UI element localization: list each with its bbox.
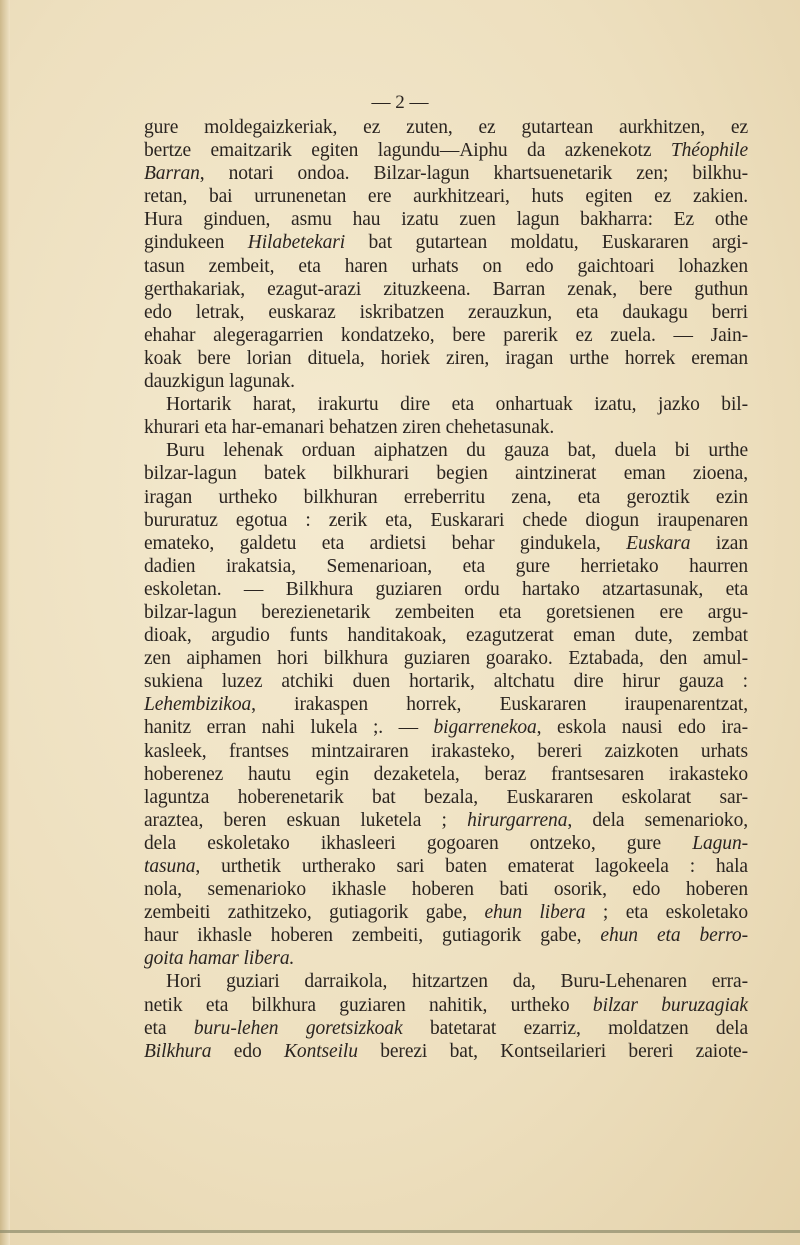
text-line [144, 231, 748, 254]
italic-text: Théophile [670, 140, 748, 162]
text-line [144, 624, 748, 647]
bottom-rule [0, 1230, 800, 1233]
text-segment: Buru lehenak orduan aiphatzen du gauza bat, duela bi urthe [166, 440, 748, 462]
text-segment: bilzar-lagun batek bilkhurari begien aintzinerat eman zioena, [144, 463, 748, 485]
text-line [144, 208, 748, 231]
text-segment: gure moldegaizkeriak, ez zuten, ez gutartean aurkhitzen, ez [144, 117, 748, 138]
text-segment: Hura ginduen, asmu hau izatu zuen lagun bakharra: Ez othe [144, 209, 748, 231]
text-segment: edo letrak, euskaraz iskribatzen zerauzkun, eta daukagu berri [144, 301, 748, 323]
text-line [144, 578, 748, 601]
italic-text: Kontseilu [284, 1040, 358, 1062]
text-segment: bururatuz egotua : zerik eta, Euskarari chede diogun iraupenaren [144, 509, 748, 531]
text-line [144, 809, 748, 832]
italic-text: goita hamar libera. [144, 948, 295, 970]
page-number: — 2 — [371, 92, 429, 113]
italic-text: Hilabetekari [247, 232, 346, 254]
text-line [144, 301, 748, 324]
text-segment: sukiena luzez atchiki duen hortarik, altchatu dire hirur gauza : [144, 671, 748, 693]
text-line [144, 693, 748, 716]
italic-text: bilzar buruzagiak [592, 994, 748, 1016]
text-line [144, 832, 748, 855]
italic-text: tasuna [144, 856, 196, 877]
text-line [144, 647, 748, 670]
text-line [144, 185, 748, 208]
italic-text: ehun eta berro- [600, 925, 748, 947]
text-segment: dauzkigun lagunak. [144, 371, 295, 393]
text-segment: , urthetik urtherako sari baten ematerat lagokeela : hala [195, 856, 748, 877]
text-line [144, 162, 748, 185]
text-line [144, 439, 748, 462]
text-line [144, 970, 748, 993]
text-line [144, 855, 748, 878]
text-segment: edo [211, 1040, 285, 1062]
italic-text: hirurgarrena [467, 809, 568, 831]
italic-text: ehun libera [484, 902, 586, 924]
text-segment: batetarat ezarriz, moldatzen dela [402, 1017, 749, 1039]
text-segment: izan [690, 532, 748, 554]
text-line [144, 878, 748, 901]
text-line [144, 994, 748, 1017]
text-line [144, 924, 748, 947]
text-segment: emateko, galdetu eta ardietsi behar gindukela, [144, 532, 627, 554]
text-line [144, 509, 748, 532]
text-segment: kasleek, frantses mintzairaren irakasteko, bereri zaizkoten urhats [144, 740, 748, 762]
text-segment: Hori guziari darraikola, hitzartzen da, Buru-Lehenaren erra- [166, 971, 748, 993]
text-line [144, 786, 748, 809]
text-segment: dadien irakatsia, Semenarioan, eta gure herrietako haurren [144, 555, 748, 577]
text-segment: , eskola nausi edo ira- [536, 717, 748, 739]
text-segment: khurari eta har-emanari behatzen ziren chehetasunak. [144, 417, 555, 439]
italic-text: Lagun- [692, 832, 748, 854]
text-segment: bilzar-lagun berezienetarik zembeiten eta goretsienen ere argu- [144, 601, 748, 623]
text-line [144, 555, 748, 578]
text-segment: hanitz erran nahi lukela ;. — [144, 717, 434, 739]
text-line [144, 393, 748, 416]
text-line [144, 716, 748, 739]
italic-text: Barran [144, 163, 200, 185]
text-line [144, 416, 748, 439]
text-segment: tasun zembeit, eta haren urhats on edo gaichtoari lohazken [144, 255, 748, 277]
text-segment: nola, semenarioko ikhasle hoberen bati osorik, edo hoberen [144, 879, 748, 901]
text-segment: dioak, argudio funts handitakoak, ezagutzerat eman dute, zembat [144, 625, 748, 647]
text-line [144, 740, 748, 763]
text-line [144, 763, 748, 786]
text-line [144, 901, 748, 924]
text-segment: , irakaspen horrek, Euskararen iraupenarentzat, [251, 694, 748, 716]
text-line [144, 278, 748, 301]
text-segment: zen aiphamen hori bilkhura guziaren goarako. Eztabada, den amul- [144, 648, 748, 670]
page-edge [0, 0, 10, 1245]
body-text [144, 116, 748, 1063]
text-line [144, 486, 748, 509]
text-segment: koak bere lorian dituela, horiek ziren, iragan urthe horrek ereman [144, 347, 748, 369]
text-line [144, 462, 748, 485]
text-segment: , notari ondoa. Bilzar-lagun khartsuenetarik zen; bilkhu- [199, 163, 748, 185]
text-segment: berezi bat, Kontseilarieri bereri zaiote- [357, 1040, 748, 1062]
text-segment: hoberenez hautu egin dezaketela, beraz frantsesaren irakasteko [144, 763, 748, 785]
text-segment: haur ikhasle hoberen zembeiti, gutiagorik gabe, [144, 925, 601, 947]
text-segment: zembeiti zathitzeko, gutiagorik gabe, [144, 902, 485, 924]
text-segment: ehahar alegeragarrien kondatzeko, bere parerik ez zuela. — Jain- [144, 324, 748, 346]
text-segment: retan, bai urrunenetan ere aurkhitzeari, huts egiten ez zakien. [144, 186, 748, 208]
italic-text: buru-lehen goretsizkoak [193, 1017, 403, 1039]
text-line [144, 532, 748, 555]
text-line [144, 1040, 748, 1063]
text-segment: bertze emaitzarik egiten lagundu—Aiphu da azkenekotz [144, 140, 671, 162]
text-segment: eskoletan. — Bilkhura guziaren ordu hartako atzartasunak, eta [144, 578, 748, 600]
text-segment: laguntza hoberenetarik bat bezala, Euskararen eskolarat sar- [144, 786, 748, 808]
italic-text: bigarrenekoa [433, 717, 537, 739]
text-segment: Hortarik harat, irakurtu dire eta onhartuak izatu, jazko bil- [166, 394, 748, 416]
text-line [144, 670, 748, 693]
text-segment: gerthakariak, ezagut-arazi zituzkeena. Barran zenak, bere guthun [144, 278, 748, 300]
text-line [144, 116, 748, 139]
text-line [144, 139, 748, 162]
italic-text: Euskara [626, 532, 691, 554]
text-line [144, 347, 748, 370]
text-segment: bat gutartean moldatu, Euskararen argi- [345, 232, 748, 254]
text-segment: gindukeen [144, 232, 248, 254]
text-segment: , dela semenarioko, [567, 809, 748, 831]
text-line [144, 947, 748, 970]
text-segment: dela eskoletako ikhasleeri gogoaren ontzeko, gure [144, 832, 693, 854]
italic-text: Bilkhura [144, 1040, 212, 1062]
text-segment: eta [144, 1017, 194, 1039]
italic-text: Lehembizikoa [144, 694, 252, 716]
text-segment: iragan urtheko bilkhuran erreberritu zena, eta geroztik ezin [144, 486, 748, 508]
text-line [144, 370, 748, 393]
text-line [144, 255, 748, 278]
text-segment: ; eta eskoletako [585, 902, 748, 924]
text-line [144, 1017, 748, 1040]
text-segment: netik eta bilkhura guziaren nahitik, urtheko [144, 994, 593, 1016]
text-line [144, 601, 748, 624]
text-segment: araztea, beren eskuan luketela ; [144, 809, 468, 831]
text-line [144, 324, 748, 347]
